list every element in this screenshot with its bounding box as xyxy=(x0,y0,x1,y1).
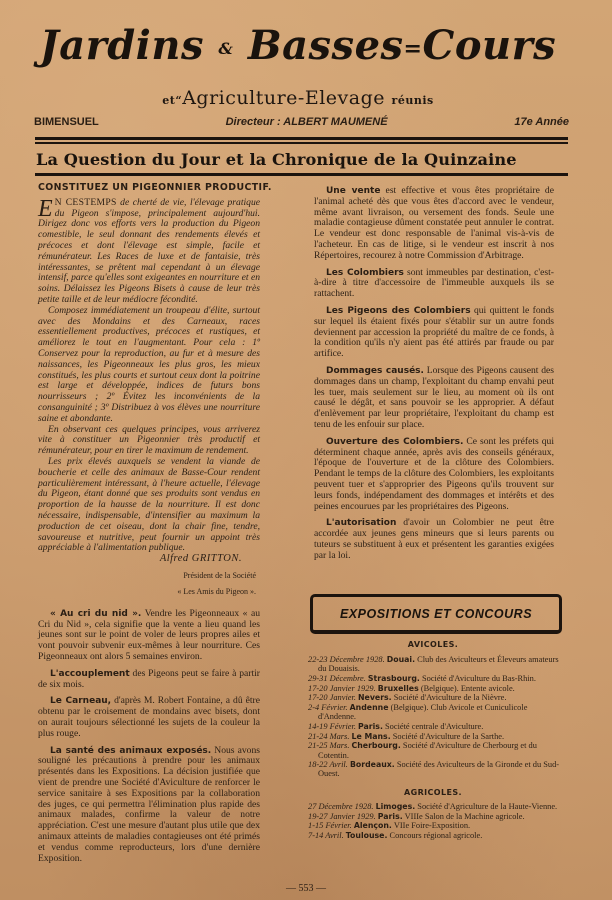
event-date: 22-23 Décembre 1928. xyxy=(308,655,385,664)
event-date: 27 Décembre 1928. xyxy=(308,802,374,811)
chronicle-item xyxy=(314,437,554,513)
news-item-text: Nous avons souligné les précautions à prendre pour les animaux présentés dans les Expositions. La décision justifiée que vient de prendre une Société d'Aviculture de renforcer le service sanitaire à ses Expositions par la collaboration des juges, ce qui permettra l'élimination plus rapide des animaux malades, confirme la valeur de notre appréciation. C'est une mesure d'autant plus utile que dex animaux atteints de maladies contagieuses ont été primés et vendus comme reproducteurs, lors d'une dernière Exposition. xyxy=(38,744,260,864)
article-paragraph-2: Composez immédiatement un troupeau d'élite, surtout avec des Mondains et des Carneaux, races essentiellement productives, précoces et rustiques, et améliorez le tout en l'augmentant. Pour cela : 1º Conservez pour la reproduction, au fur et à mesure des naissances, les Pigeonneaux les plus gros, les mieux constitués, les plus courts et surtout ceux dont la poitrine est large et développée, indices de futurs bons nourrisseurs ; 2º Évitez les inconvénients de la consanguinité ; 3º Distribuez à vos élèves une nourriture saine et abondante. xyxy=(38,304,260,424)
title-word-jardins: Jardins xyxy=(39,22,204,69)
title-ampersand: & xyxy=(218,39,234,58)
chronicle-item-heading: Les Colombiers xyxy=(326,267,404,278)
masthead-rule-top xyxy=(35,137,568,140)
event-description: Société d'Aviculture du Bas-Rhin. xyxy=(419,673,536,683)
subtitle-suffix: réunis xyxy=(391,94,434,107)
event-item xyxy=(308,821,560,830)
event-date: 14-19 Février. xyxy=(308,721,356,731)
masthead xyxy=(28,22,568,112)
news-item xyxy=(38,746,260,865)
event-date: 18-22 Avril. xyxy=(308,760,348,770)
chronicle-item-text: Lorsque des Pigeons causent des dommages dans un champ, l'exploitant du champ envahi peut les tuer, mais seulement sur le lieu, au moment où ils ont causé le dégât, et sans pouvoir se les approprier. A défaut d'enlèvement par leur propriétaire, l'exploitant du champ est tenu de les enfouir sur place. xyxy=(314,364,554,430)
event-date: 7-14 Avril. xyxy=(308,831,344,841)
event-date: 19-27 Janvier 1929. xyxy=(308,811,376,821)
title-word-basses: Basses xyxy=(247,22,404,69)
event-description: VIIe Foire-Exposition. xyxy=(391,821,471,831)
subtitle-prefix: et“ xyxy=(162,94,183,107)
title-separator: = xyxy=(403,36,423,62)
drop-cap: E xyxy=(38,195,53,222)
news-item-heading: L'accouplement xyxy=(50,668,130,679)
author-signature: Alfred GRITTON. xyxy=(159,553,242,565)
lead-paragraph xyxy=(38,195,261,306)
event-item xyxy=(308,732,560,741)
event-city: Andenne xyxy=(349,703,389,713)
event-description: Société d'Aviculture de la Sarthe. xyxy=(390,731,505,741)
event-city: Toulouse. xyxy=(345,831,388,841)
event-description: Société centrale d'Aviculture. xyxy=(382,721,484,731)
event-item xyxy=(308,684,560,693)
event-item xyxy=(308,831,560,840)
agricoles-list xyxy=(308,802,560,841)
chronicle-item-heading: Ouverture des Colombiers. xyxy=(326,436,464,447)
event-item xyxy=(308,703,560,721)
chronicle-item-heading: L'autorisation xyxy=(326,518,397,529)
chronicle-item-heading: Les Pigeons des Colombiers xyxy=(326,305,471,316)
title-word-cours: Cours xyxy=(422,22,557,69)
avicoles-heading: AVICOLES. xyxy=(407,640,459,649)
lead-intro: N CESTEMPS xyxy=(54,196,117,208)
author-society: « Les Amis du Pigeon ». xyxy=(177,586,256,596)
event-description: Société d'Agriculture de la Haute-Vienne. xyxy=(415,802,558,811)
event-item xyxy=(308,722,560,731)
frequency-label: BIMENSUEL xyxy=(34,116,99,128)
news-item xyxy=(38,609,260,663)
chronicle-item xyxy=(314,268,554,300)
avicoles-list xyxy=(308,655,560,779)
event-city: Alençon. xyxy=(353,821,392,831)
article-paragraph-3: En observant ces quelques principes, vous arriverez vite à constituer un Pigeonnier très productif et rémunérateur, pour en tirer le maximum de rendement. xyxy=(38,423,260,457)
chronicle-item-text: sont immeubles par destination, c'est-à-dire à titre d'accessoire de l'immeuble auxquels ils se rattachent. xyxy=(314,266,554,300)
news-item xyxy=(38,669,260,691)
event-description: (Belgique). Club Avicole et Cuniculicole d'Andenne. xyxy=(318,703,528,722)
event-date: 17-20 Janvier. xyxy=(308,693,356,703)
event-city: Paris. xyxy=(358,721,383,731)
news-item-text: des Pigeons peut se faire à partir de six mois. xyxy=(38,667,260,690)
chronicle-item xyxy=(314,306,554,360)
event-item xyxy=(308,760,560,778)
section-title-rule xyxy=(35,173,568,176)
article-headline: CONSTITUEZ UN PIGEONNIER PRODUCTIF. xyxy=(38,182,272,193)
event-date: 21-24 Mars. xyxy=(308,731,350,741)
agricoles-heading: AGRICOLES. xyxy=(404,788,462,797)
event-date: 2-4 Février. xyxy=(308,703,348,713)
chronicle-item-text: d'avoir un Colombier ne peut être accordée aux jeunes gens mineurs que si leurs parents ou tuteurs se substituent à eux et présentent les garanties exigées par la loi. xyxy=(314,517,554,561)
event-description: (Belgique). Entente avicole. xyxy=(418,683,515,693)
event-city: Paris. xyxy=(377,811,403,821)
subtitle-main: Agriculture-Elevage xyxy=(182,87,385,109)
chronicle-item-text: qui quittent le fonds sur lequel ils étaient fixés pour s'établir sur un autre fonds deviennent par accession la propriété du maître de ce fonds, à la condition qu'ils n'y aient pas été attirés par fraude ou par artifice. xyxy=(314,304,554,360)
article-paragraph-4: Les prix élevés auxquels se vendent la viande de boucherie et celle des animaux de Basse-Cour rendent particulièrement intéressant, à l'heure actuelle, l'élevage du Pigeon, étant donné que ses produits sont vendus en proportion de la hausse de la nourriture. Il est donc nécessaire, indispensable, d'intensifier au maximum la production de cet oiseau, dont la chair fine, tendre, savoureuse et nutritive, peut fournir un appoint très appréciable à l'alimentation publique. xyxy=(38,455,260,554)
chronicle-item xyxy=(314,186,554,262)
chronicle-item xyxy=(314,366,554,431)
right-column xyxy=(314,186,554,568)
news-item-heading: La santé des animaux exposés. xyxy=(50,745,212,756)
left-column xyxy=(38,182,272,870)
event-item xyxy=(308,693,560,702)
event-description: Société des Aviculteurs de la Gironde et du Sud-Ouest. xyxy=(318,760,560,779)
news-item xyxy=(38,696,260,739)
masthead-info-bar xyxy=(34,116,569,128)
event-description: Société d'Aviculture de Cherbourg et du Cotentin. xyxy=(318,741,537,760)
section-title: La Question du Jour et la Chronique de la Quinzaine xyxy=(36,150,517,169)
news-item-text: Vendre les Pigeonneaux « au Cri du Nid », cela signifie que la vente a lieu quand les jeunes sont sur le point de voler de leurs propres ailes et vont pouvoir subvenir eux-mêmes à leur nourriture. Ces Pigeonneaux ont alors 5 semaines environ. xyxy=(38,607,260,663)
event-date: 1-15 Février. xyxy=(308,821,352,831)
expositions-title-box xyxy=(310,594,562,634)
year-label: 17e Année xyxy=(514,116,569,128)
author-title: Président de la Société xyxy=(183,570,256,580)
director-label: Directeur : ALBERT MAUMENÉ xyxy=(225,116,388,128)
chronicle-item-text: est effective et vous êtes propriétaire de l'animal acheté dès que vous êtes d'accord avec le vendeur, même avant livraison, ou versement des fonds. Seule une maladie contagieuse dûment constatée peut annuler le contrat. Le vendeur est donc responsable de l'animal vis-à-vis de l'acheteur. En cas de litige, si le vendeur est inscrit à nos Répertoires, recourez à notre Commission d'Arbitrage. xyxy=(314,185,554,261)
lead-text: de cherté de vie, l'élevage pratique du Pigeon s'impose, principalement aujourd'hui. Dirigez donc vos efforts vers la production du Pigeon comestible, le seul donnant des rendements élevés et précoces et dont l'élevage est simple, facile et rémunérateur. Les Races de luxe et de fantaisie, très intéressantes, se prêtent mal cependant à un élevage intensif, parce qu'elles sont exigeantes en nourriture et en soins. Délaissez les Pigeons Bisets à cause de leur très petite taille et de leur médiocre fécondité. xyxy=(38,196,261,305)
event-city: Le Mans. xyxy=(351,731,391,741)
chronicle-item-text: Ce sont les préfets qui déterminent chaque année, après avis des conseils généraux, l'époque de l'ouverture et de la clôture des Colombiers. Pendant le temps de la clôture des Colombiers, les exploitants peuvent tuer et s'approprier des Pigeons qu'ils trouvent sur leurs fonds, indépendament des dommages et intérêts et des peines encourues par les propriétaires des Pigeons. xyxy=(314,435,554,512)
event-date: 29-31 Décembre. xyxy=(308,673,366,683)
event-city: Bordeaux. xyxy=(349,760,395,770)
event-date: 17-20 Janvier 1929. xyxy=(308,683,376,693)
event-item xyxy=(308,802,560,811)
event-item xyxy=(308,812,560,821)
event-description: Société d'Aviculture de la Nièvre. xyxy=(391,693,507,703)
chronicle-item-heading: Dommages causés. xyxy=(326,365,424,376)
event-item xyxy=(308,655,560,673)
event-date: 21-25 Mars. xyxy=(308,741,350,751)
event-city: Limoges. xyxy=(375,802,416,811)
chronicle-item xyxy=(314,518,554,561)
event-city: Douai. xyxy=(386,655,416,664)
event-city: Bruxelles xyxy=(377,683,419,693)
masthead-rule-bottom xyxy=(35,142,568,144)
event-city: Cherbourg. xyxy=(351,741,401,751)
expositions-title: EXPOSITIONS ET CONCOURS xyxy=(339,606,533,621)
masthead-title xyxy=(28,22,568,73)
lead-article xyxy=(38,195,261,554)
news-item-heading: Le Carneau, xyxy=(50,696,112,707)
news-item-text: d'après M. Robert Fontaine, a dû être obtenu par le croisement de mondains avec bisets, dont on aurait toujours sélectionné les sujets de la couleur la plus rouge. xyxy=(38,695,261,739)
event-item xyxy=(308,674,560,683)
event-description: Concours régional agricole. xyxy=(387,831,483,841)
event-city: Strasbourg. xyxy=(367,673,420,683)
news-item-heading: « Au cri du nid ». xyxy=(50,608,142,619)
event-description: VIIIe Salon de la Machine agricole. xyxy=(402,811,525,821)
page-number: — 553 — xyxy=(286,883,326,894)
event-item xyxy=(308,741,560,759)
event-description: Club des Aviculteurs et Éleveurs amateurs du Douaisis. xyxy=(318,655,559,674)
event-city: Nevers. xyxy=(358,693,392,703)
masthead-subtitle xyxy=(28,87,568,112)
chronicle-item-heading: Une vente xyxy=(326,186,381,196)
